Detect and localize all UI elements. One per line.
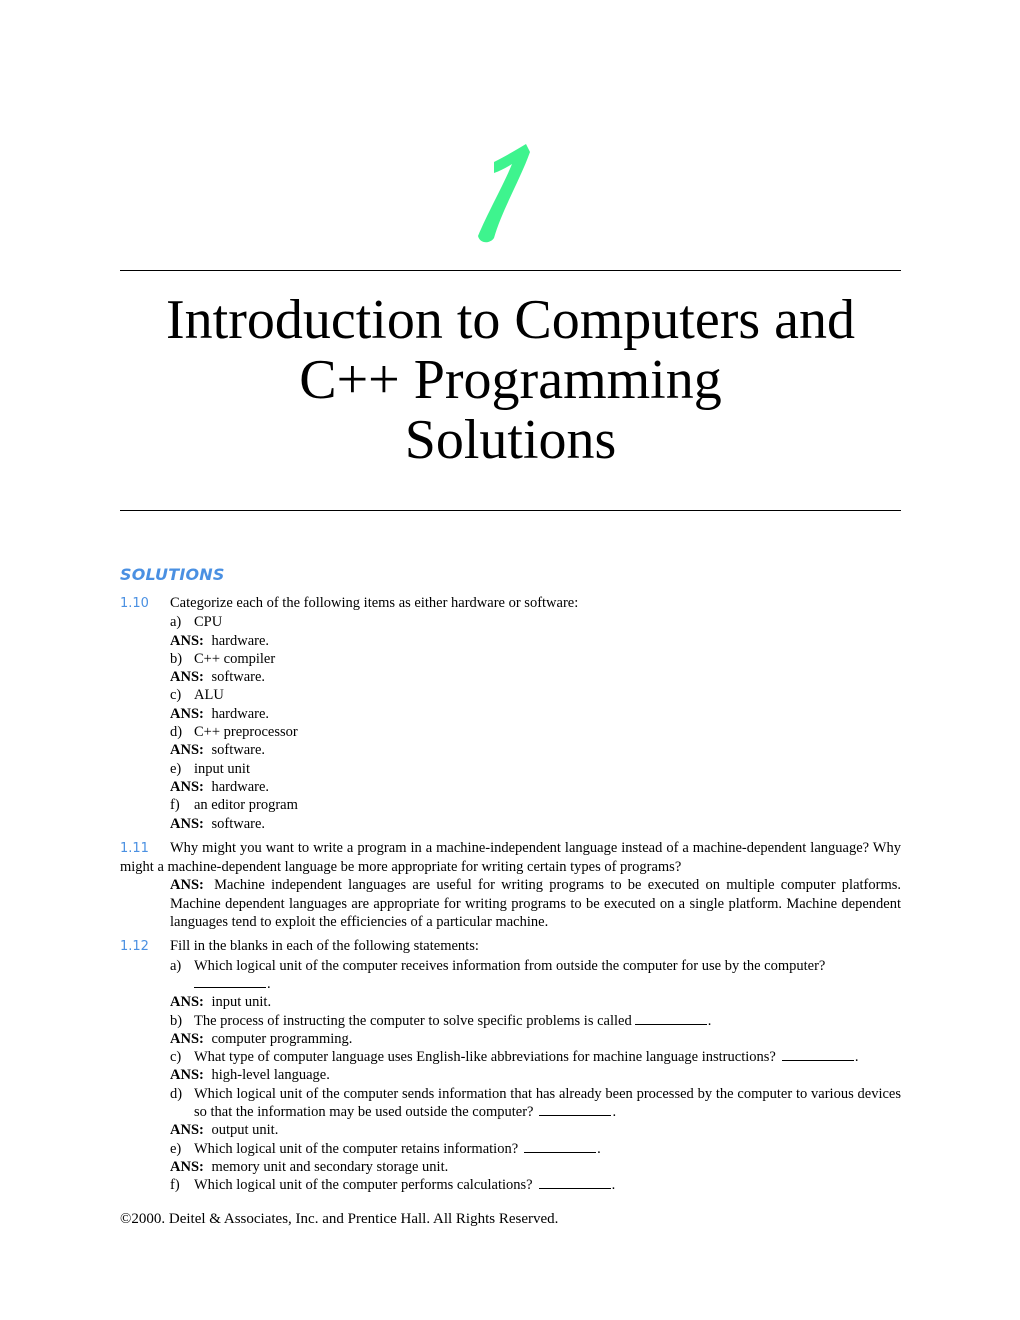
title-line: Introduction to Computers and [165, 289, 855, 351]
answer: ANS: hardware. [170, 778, 270, 795]
question-text: Why might you want to write a program in a machine-independent language instead of a machine-dependent language? Why might a machine-dependent language be more appropriate for writing certain types of programs? [120, 839, 901, 876]
answer: ANS: hardware. [170, 705, 270, 722]
question [120, 937, 901, 956]
list-item: d) Which logical unit of the computer sends information that has already been processed by the computer to various devices so that the information may be used outside the computer? . [170, 1085, 901, 1121]
list-item: c) ALU [170, 687, 224, 704]
answer: ANS: software. [170, 815, 266, 832]
fill-blank [539, 1103, 611, 1116]
answer: ANS: Machine independent languages are useful for writing programs to be executed on multiple computer platforms. Machine dependent languages are appropriate for writing programs to be executed on a single platform. Machine dependent languages tend to exploit the efficiencies of a particular machine. [170, 877, 901, 931]
exercise-number: 1.11 [120, 840, 149, 856]
list-item: e) input unit [170, 760, 250, 777]
list-item: c) What type of computer language uses English-like abbreviations for machine language instructions? . [170, 1049, 859, 1066]
answer: ANS: high-level language. [170, 1067, 330, 1084]
section-heading: SOLUTIONS [120, 565, 225, 584]
list-item: a) Which logical unit of the computer receives information from outside the computer for use by the computer? . [170, 957, 826, 992]
answer: ANS: software. [170, 742, 266, 759]
list-item: b) The process of instructing the computer to solve specific problems is called . [170, 1012, 712, 1029]
answer: ANS: memory unit and secondary storage unit. [170, 1158, 449, 1175]
copyright-footer: ©2000. Deitel & Associates, Inc. and Prentice Hall. All Rights Reserved. [120, 1211, 559, 1227]
title-rule-top [120, 270, 901, 271]
exercise-number: 1.12 [120, 939, 149, 955]
fill-blank [635, 1012, 707, 1025]
answer: ANS: computer programming. [170, 1030, 353, 1047]
answer: ANS: hardware. [170, 632, 270, 649]
title-line: Solutions [404, 409, 617, 471]
list-item: d) C++ preprocessor [170, 724, 298, 741]
exercise-1-12 [120, 937, 901, 1194]
question [120, 594, 901, 613]
answer: ANS: input unit. [170, 994, 272, 1011]
exercise-list [120, 594, 901, 1201]
exercise-1-10 [120, 594, 901, 833]
title-rule-bottom [120, 510, 901, 511]
list-item: e) Which logical unit of the computer retains information? . [170, 1140, 601, 1157]
list-item: a) CPU [170, 614, 223, 631]
list-item: b) C++ compiler [170, 650, 276, 667]
fill-blank [524, 1140, 596, 1153]
list-item: f) Which logical unit of the computer performs calculations? . [170, 1177, 616, 1194]
question-text: Categorize each of the following items as either hardware or software: [170, 595, 579, 611]
list-item: f) an editor program [170, 797, 298, 814]
fill-blank [194, 975, 266, 988]
chapter-number [472, 140, 532, 250]
exercise-number: 1.10 [120, 596, 149, 611]
fill-blank [539, 1176, 611, 1189]
question-text: Fill in the blanks in each of the following statements: [170, 938, 479, 955]
question [120, 839, 901, 877]
answer: ANS: output unit. [170, 1122, 279, 1139]
fill-blank [782, 1048, 854, 1061]
title-line: C++ Programming [299, 349, 722, 411]
answer: ANS: software. [170, 669, 266, 686]
chapter-title [120, 290, 901, 470]
exercise-1-11 [120, 839, 901, 931]
chapter-number-text: 1 [472, 140, 473, 141]
chapter-number-glyph [478, 144, 530, 242]
